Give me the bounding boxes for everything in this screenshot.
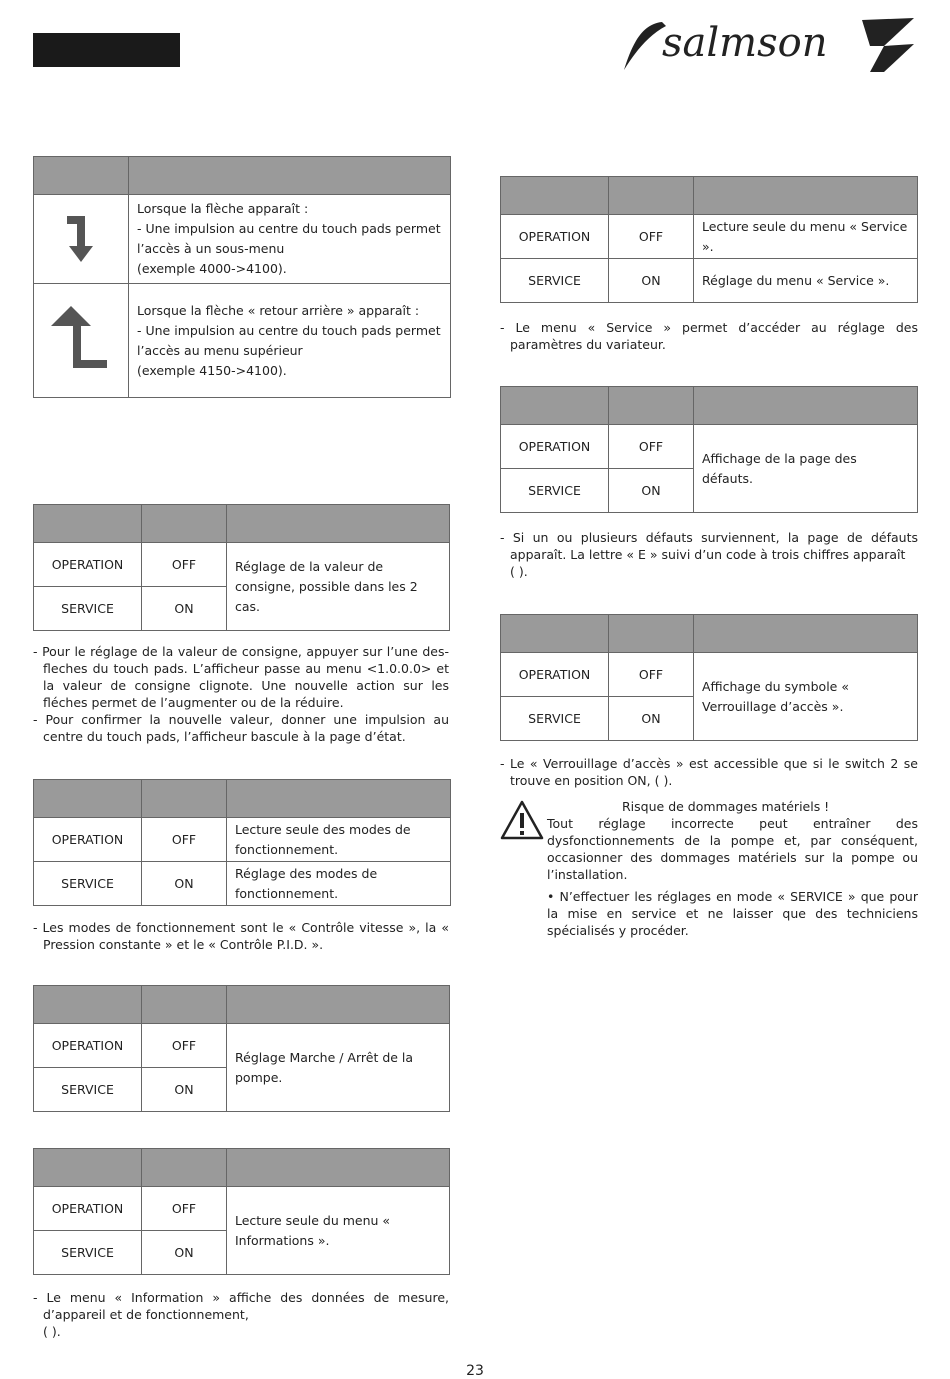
page-number: 23 (466, 1363, 484, 1379)
description-cell: Affichage de la page des défauts. (694, 425, 918, 513)
arrow-up-description: Lorsque la flèche « retour arrière » apparaît : - Une impulsion au centre du touch pads permet l’accès au menu supérieur (exemple 4150->4100). (129, 284, 451, 398)
header-cell (694, 615, 918, 653)
arrow-up-return-icon (51, 304, 111, 374)
note-item: - Le « Verrouillage d’accès » est accessible que si le switch 2 se trouve en position ON, ( ). (500, 756, 918, 788)
header-cell (694, 387, 918, 425)
setpoint-notes (33, 643, 449, 745)
header-cell (501, 387, 609, 425)
mode-cell: OPERATION (501, 425, 609, 469)
state-cell: OFF (142, 1187, 227, 1231)
description-cell: Affichage du symbole « Verrouillage d’accès ». (694, 653, 918, 741)
salmson-logo (622, 14, 922, 76)
arrows-table (33, 156, 451, 398)
mode-cell: SERVICE (501, 697, 609, 741)
header-cell (34, 505, 142, 543)
header-cell (694, 177, 918, 215)
state-cell: OFF (609, 425, 694, 469)
modes-table (33, 779, 451, 906)
note-item: - Les modes de fonctionnement sont le « Contrôle vitesse », la « Pression constante » et le « Contrôle P.I.D. ». (33, 920, 449, 952)
description-cell: Réglage de la valeur de consigne, possible dans les 2 cas. (227, 543, 450, 631)
description-cell: Réglage Marche / Arrêt de la pompe. (227, 1024, 450, 1112)
state-cell: OFF (609, 215, 694, 259)
note-item: - Pour le réglage de la valeur de consigne, appuyer sur l’une des-fleches du touch pads. L’afficheur passe au menu <1.0.0.0> et la valeur de consigne clignote. Une nouvelle action sur les fléches permet de l’augmenter ou de la réduire. (33, 644, 449, 710)
language-tab (33, 33, 180, 67)
header-cell (142, 1149, 227, 1187)
description-cell: Lecture seule des modes de fonctionnement. (227, 818, 451, 862)
mode-cell: SERVICE (501, 469, 609, 513)
warning-bullet: • N’effectuer les réglages en mode « SERVICE » que pour la mise en service et ne laisser que des techniciens spécialisés y procéder. (547, 889, 918, 938)
service-note (500, 319, 918, 353)
note-item: - Le menu « Service » permet d’accéder au réglage des paramètres du variateur. (500, 320, 918, 352)
warning-text: Tout réglage incorrecte peut entraîner des dysfonctionnements de la pompe et, par conséquent, occasionner des dommages matériels sur la pompe ou l’installation. (547, 816, 918, 882)
state-cell: ON (609, 259, 694, 303)
arrow-down-icon (57, 210, 105, 266)
header-cell (227, 780, 451, 818)
mode-cell: SERVICE (34, 1068, 142, 1112)
arrow-cell (34, 195, 129, 284)
state-cell: ON (142, 1068, 227, 1112)
mode-cell: SERVICE (501, 259, 609, 303)
mode-cell: OPERATION (34, 1187, 142, 1231)
mode-cell: OPERATION (501, 215, 609, 259)
header-cell (227, 1149, 450, 1187)
warning-block (547, 798, 918, 939)
lock-table (500, 614, 918, 741)
faults-note (500, 529, 918, 580)
mode-cell: SERVICE (34, 587, 142, 631)
warning-icon (500, 800, 544, 840)
header-cell (142, 986, 227, 1024)
header-cell (34, 1149, 142, 1187)
state-cell: OFF (142, 818, 227, 862)
mode-cell: SERVICE (34, 862, 142, 906)
warning-title: Risque de dommages matériels ! (622, 799, 830, 814)
service-table (500, 176, 918, 303)
state-cell: OFF (609, 653, 694, 697)
svg-text:salmson: salmson (662, 20, 828, 66)
header-cell (34, 157, 129, 195)
note-item: - Si un ou plusieurs défauts surviennent, la page de défauts apparaît. La lettre « E » suivi d’un code à trois chiffres apparaît ( ). (500, 530, 918, 579)
header-cell (34, 986, 142, 1024)
description-cell: Réglage du menu « Service ». (694, 259, 918, 303)
arrow-cell (34, 284, 129, 398)
description-cell: Réglage des modes de fonctionnement. (227, 862, 451, 906)
header-cell (609, 177, 694, 215)
mode-cell: SERVICE (34, 1231, 142, 1275)
mode-cell: OPERATION (34, 818, 142, 862)
state-cell: ON (142, 862, 227, 906)
note-item: - Pour confirmer la nouvelle valeur, donner une impulsion au centre du touch pads, l’afficheur bascule à la page d’état. (33, 712, 449, 744)
header-cell (227, 986, 450, 1024)
faults-table (500, 386, 918, 513)
header-cell (609, 387, 694, 425)
info-note (33, 1289, 449, 1340)
header-cell (609, 615, 694, 653)
header-cell (142, 780, 227, 818)
info-table (33, 1148, 450, 1275)
mode-cell: OPERATION (501, 653, 609, 697)
state-cell: OFF (142, 1024, 227, 1068)
mode-cell: OPERATION (34, 1024, 142, 1068)
header-cell (501, 177, 609, 215)
arrow-down-description: Lorsque la flèche apparaît : - Une impulsion au centre du touch pads permet l’accès à un sous-menu (exemple 4000->4100). (129, 195, 451, 284)
header-cell (227, 505, 450, 543)
state-cell: ON (609, 469, 694, 513)
description-cell: Lecture seule du menu « Informations ». (227, 1187, 450, 1275)
modes-note (33, 919, 449, 953)
header-cell (34, 780, 142, 818)
header-cell (129, 157, 451, 195)
note-item: - Le menu « Information » affiche des données de mesure, d’appareil et de fonctionnement, ( ). (33, 1290, 449, 1339)
lock-note (500, 755, 918, 789)
onoff-table (33, 985, 450, 1112)
state-cell: OFF (142, 543, 227, 587)
mode-cell: OPERATION (34, 543, 142, 587)
header-cell (501, 615, 609, 653)
description-cell: Lecture seule du menu « Service ». (694, 215, 918, 259)
setpoint-table (33, 504, 450, 631)
state-cell: ON (142, 1231, 227, 1275)
state-cell: ON (609, 697, 694, 741)
state-cell: ON (142, 587, 227, 631)
header-cell (142, 505, 227, 543)
